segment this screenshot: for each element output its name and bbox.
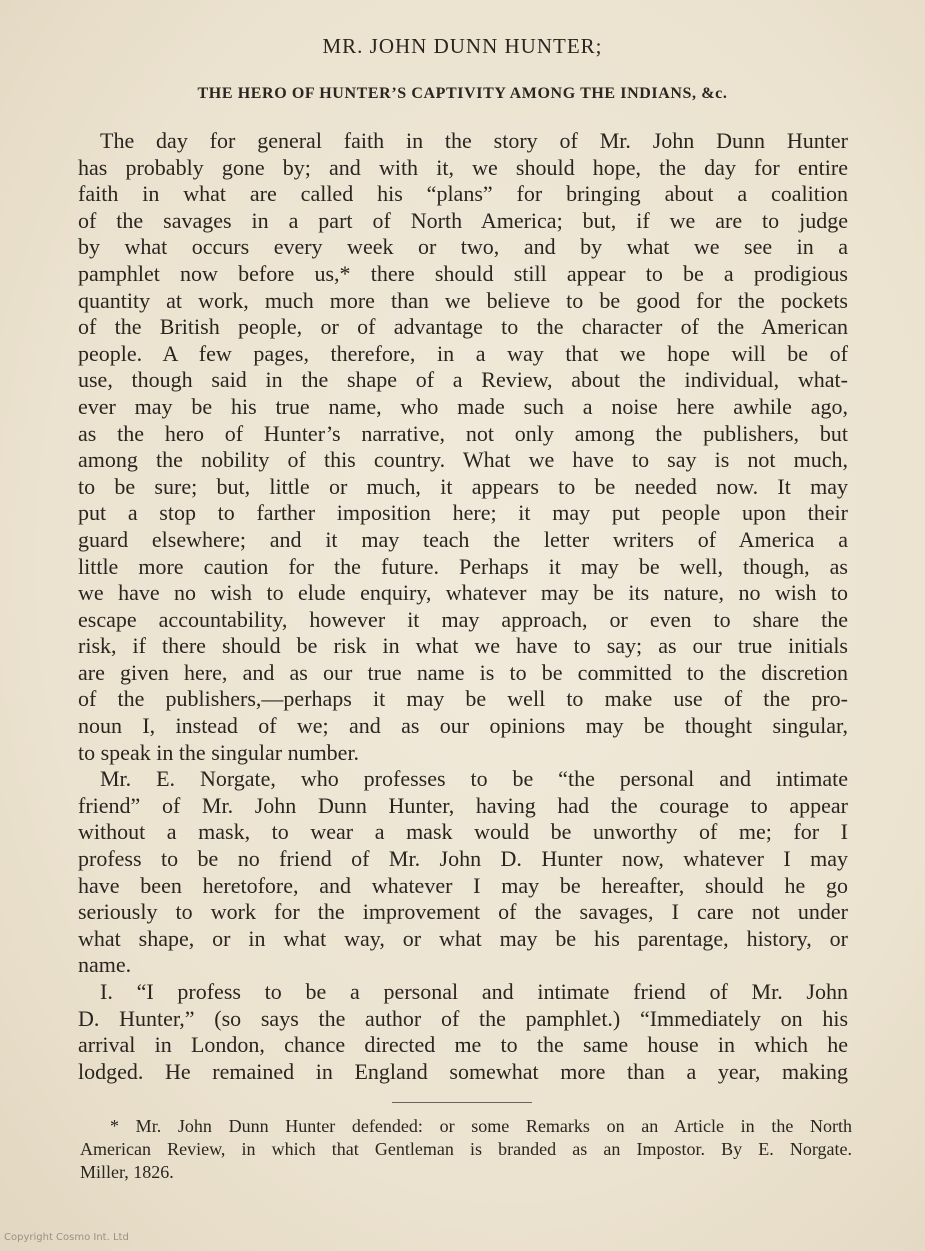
body-line: The day for general faith in the story of Mr. John Dunn Hunter [100, 128, 848, 153]
footnote-line: Miller, 1826. [80, 1162, 174, 1182]
body-line: as the hero of Hunter’s narrative, not only among the publishers, but [78, 420, 848, 446]
body-line: risk, if there should be risk in what we have to say; as our true initials [78, 633, 848, 659]
body-line: use, though said in the shape of a Review, about the individual, what- [78, 367, 848, 393]
body-line: little more caution for the future. Perhaps it may be well, though, as [78, 553, 848, 579]
body-line: lodged. He remained in England somewhat more than a year, making [78, 1058, 848, 1084]
body-line: profess to be no friend of Mr. John D. Hunter now, whatever I may [78, 846, 848, 872]
body-line: friend” of Mr. John Dunn Hunter, having had the courage to appear [78, 792, 848, 818]
body-line: escape accountability, however it may approach, or even to share the [78, 606, 848, 632]
body-line: quantity at work, much more than we believe to be good for the pockets [78, 287, 848, 313]
body-line: guard elsewhere; and it may teach the letter writers of America a [78, 526, 848, 552]
body-line: without a mask, to wear a mask would be unworthy of me; for I [78, 819, 848, 845]
footnote-line: American Review, in which that Gentleman is branded as an Impostor. By E. Norgate. [80, 1139, 852, 1159]
body-line: D. Hunter,” (so says the author of the pamphlet.) “Immediately on his [78, 1005, 848, 1031]
body-line: pamphlet now before us,* there should still appear to be a prodigious [78, 260, 848, 286]
body-line: put a stop to farther imposition here; it may put people upon their [78, 500, 848, 526]
article-subtitle: THE HERO OF HUNTER’S CAPTIVITY AMONG THE INDIANS, &c. [197, 85, 728, 102]
body-line: to speak in the singular number. [78, 739, 360, 765]
footnote-line: * Mr. John Dunn Hunter defended: or some Remarks on an Article in the North [110, 1116, 852, 1136]
body-line: arrival in London, chance directed me to the same house in which he [78, 1032, 848, 1058]
body-line: of the publishers,—perhaps it may be well to make use of the pro- [78, 686, 848, 712]
body-line: faith in what are called his “plans” for bringing about a coalition [78, 181, 848, 207]
body-line: of the British people, or of advantage to the character of the American [78, 314, 848, 340]
body-line: Mr. E. Norgate, who professes to be “the personal and intimate [100, 766, 848, 792]
body-line: are given here, and as our true name is to be committed to the discretion [78, 659, 848, 685]
footnote [80, 1115, 852, 1184]
page-title: MR. JOHN DUNN HUNTER; [322, 34, 603, 58]
body-line: people. A few pages, therefore, in a way that we hope will be of [78, 340, 848, 366]
body-line: what shape, or in what way, or what may be his parentage, history, or [78, 925, 848, 951]
body-line: ever may be his true name, who made such a noise here awhile ago, [78, 393, 848, 419]
body-line: by what occurs every week or two, and by what we see in a [78, 234, 848, 260]
body-line: of the savages in a part of North America; but, if we are to judge [78, 207, 848, 233]
body-line: seriously to work for the improvement of the savages, I care not under [78, 899, 848, 925]
body-line: to be sure; but, little or much, it appears to be needed now. It may [78, 473, 848, 499]
body-line: we have no wish to elude enquiry, whatever may be its nature, no wish to [78, 580, 848, 606]
copyright-notice: Copyright Cosmo Int. Ltd [4, 1232, 129, 1243]
body-line: I. “I profess to be a personal and intimate friend of Mr. John [100, 979, 848, 1004]
article-body [78, 128, 848, 1085]
body-line: has probably gone by; and with it, we should hope, the day for entire [78, 154, 848, 180]
body-line: have been heretofore, and whatever I may be hereafter, should he go [78, 872, 848, 898]
body-line: noun I, instead of we; and as our opinions may be thought singular, [78, 713, 848, 739]
body-line: name. [78, 952, 132, 978]
body-line: among the nobility of this country. What we have to say is not much, [78, 447, 848, 473]
footnote-divider [392, 1102, 532, 1103]
